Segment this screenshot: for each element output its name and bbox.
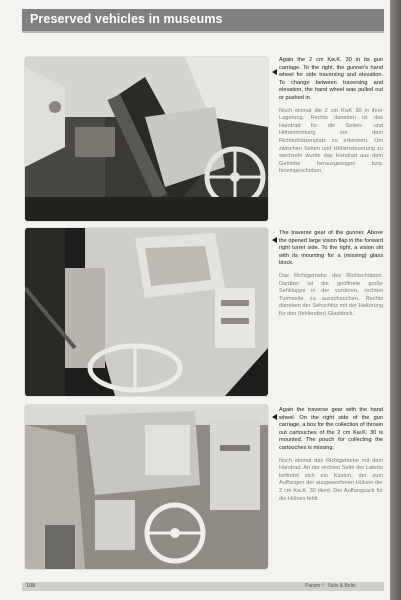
caption-english: Again the 2 cm Kw.K. 30 in its gun carriage. To the right, the gunner's hand wheel for side traversing and elevation. To change between traversing and elevation, the hand wheel was pulled out or pushed in. (279, 57, 383, 101)
caption-english: The traverse gear of the gunner. Above the opened large vision flap in the forward right turret side. To the right, a vision slit with its mounting for a (missing) glass block. (279, 230, 383, 267)
caption-2 (279, 230, 383, 319)
caption-english: Again the traverse gear with the hand wheel. On the right side of the gun carriage, a box for the collection of thrown out cartouches of the 2 cm Kw.K. 30 is mounted. The pouch for collecting the cartouches is missing. (279, 407, 383, 451)
page-title: Preserved vehicles in museums (30, 12, 223, 26)
photo-gun-carriage (25, 57, 268, 221)
page-number: 108 (26, 583, 36, 589)
photo-hand-wheel (25, 405, 268, 569)
section-header (22, 9, 384, 33)
photo-traverse-gear (25, 228, 268, 396)
caption-german: Noch einmal das Richtgetriebe mit dem Handrad. An der rechten Seite der Lafette befindet sich ein Kasten, der zum Auffangen der ausgeworfenen Hülsen der 2 cm Kw.K. 30 dient. Der Auffangsack für die Hülsen fehlt. (279, 457, 383, 502)
caption-german: Das Richtgetriebe des Richtschützen. Darüber ist die geöffnete große Sehklappe in der vorderen, rechten Turmseite zu ausschauchen. Rechts daneben der Sehschlitz mit der Halterung für den (fehlenden) Glasblock. (279, 272, 383, 317)
caption-pointer-icon (272, 69, 277, 75)
caption-1 (279, 57, 383, 176)
footer-credit: Panzer I · Nuts & Bolts (305, 583, 356, 589)
page-edge (390, 0, 401, 600)
caption-pointer-icon (272, 414, 277, 420)
caption-3 (279, 407, 383, 503)
caption-pointer-icon (272, 237, 277, 243)
caption-german: Noch einmal die 2 cm KwK 30 in ihrer Lagerung. Rechts daneben ist das Handrad für die Seiten- und Höhenrichtung vor dem Richtschützenplatz zu erkennen. Um zwischen Seiten und Höhensteuerung zu wechseln wurde das Handrad aus dem Getriebe herausgezogen bzw. hineingeschoben. (279, 107, 383, 175)
